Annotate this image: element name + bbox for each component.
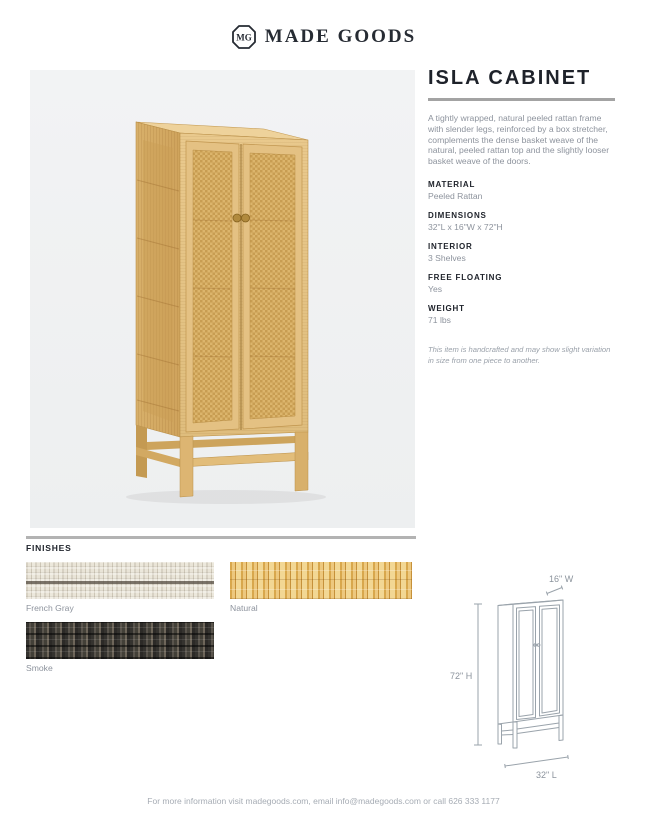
spec-label: FREE FLOATING [428,272,503,282]
dimension-width-label: 16" W [549,574,574,584]
spec-value: 71 lbs [428,314,451,325]
spec-free-floating [428,273,615,295]
spec-value: 3 Shelves [428,252,466,263]
finish-option-natural [230,562,412,613]
finishes-divider [26,536,416,539]
product-photo [30,70,415,528]
spec-interior [428,242,615,264]
product-details [428,68,615,367]
spec-label: MATERIAL [428,179,476,189]
header [0,24,647,50]
footer-text: For more information visit madegoods.com, email info@madegoods.com or call 626 333 1177 [147,796,500,806]
product-image [30,70,415,528]
dimension-lines [474,586,568,768]
dimension-height-label: 72" H [450,671,473,681]
finish-label: French Gray [26,603,74,613]
spec-label: DIMENSIONS [428,210,487,220]
finishes-heading: FINISHES [26,543,72,553]
brand-wordmark: MADE GOODS [264,26,417,47]
finish-label: Natural [230,603,258,613]
product-description: A tightly wrapped, natural peeled rattan frame with slender legs, reinforced by a box stretcher, complements the dense basket weave of the natural, peeled rattan top and the slightly looser basket weave of the doors. [428,113,610,167]
finish-option-french-gray [26,562,214,613]
spec-dimensions [428,211,615,233]
finish-swatch-smoke[interactable] [26,622,214,659]
cabinet-outline [498,600,563,748]
brand-logo [231,24,416,50]
swatch-grid [26,562,416,673]
monogram-letters: MG [236,32,252,43]
dimension-length-label: 32" L [536,770,557,780]
spec-label: INTERIOR [428,241,473,251]
dimension-drawing [448,572,633,787]
finish-label: Smoke [26,663,53,673]
spec-value: Yes [428,283,443,294]
finish-option-smoke [26,622,214,673]
made-goods-monogram-icon [231,24,257,50]
spec-weight [428,304,615,326]
handcrafted-note: This item is handcrafted and may show slight variation in size from one piece to another. [428,344,611,366]
spec-material [428,180,615,202]
spec-value: Peeled Rattan [428,190,483,201]
title-divider [428,98,615,101]
finish-swatch-french-gray[interactable] [26,562,214,599]
spec-label: WEIGHT [428,303,465,313]
product-title: ISLA CABINET [428,67,592,89]
finish-swatch-natural[interactable] [230,562,412,599]
spec-value: 32"L x 16"W x 72"H [428,221,503,232]
finishes-section [26,536,416,673]
